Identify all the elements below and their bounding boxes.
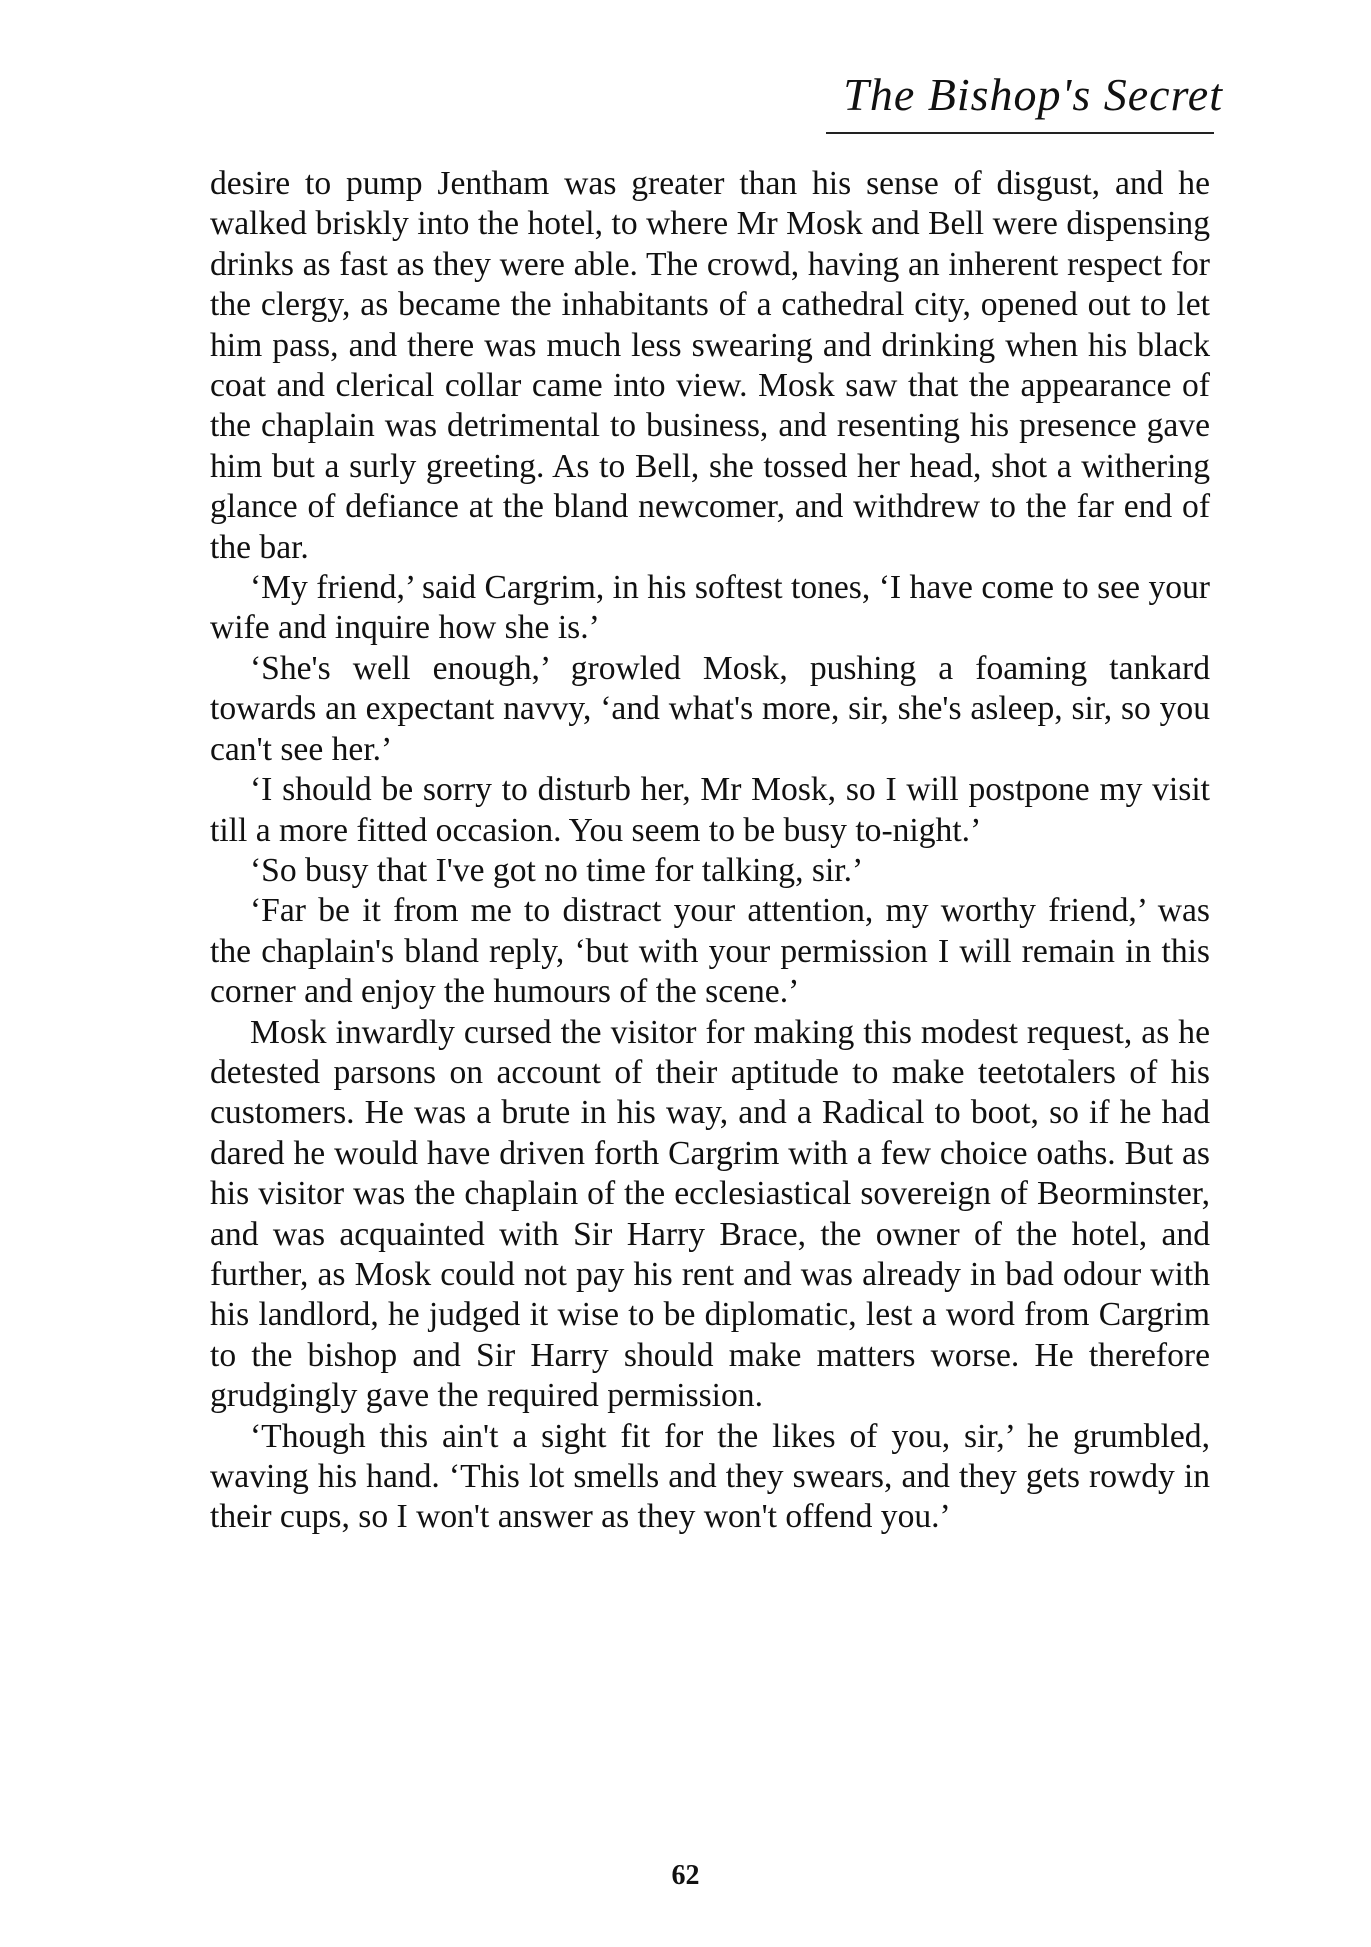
paragraph: Mosk inwardly cursed the visitor for making this modest request, as he detested parsons on account of their aptitude to make teetotalers of his customers. He was a brute in his way, and a Radical to boot, so if he had dared he would have driven forth Cargrim with a few choice oaths. But as his visitor was the chaplain of the ecclesiastical sovereign of Beorminster, and was acquainted with Sir Harry Brace, the owner of the hotel, and further, as Mosk could not pay his rent and was already in bad odour with his landlord, he judged it wise to be diplomatic, lest a word from Cargrim to the bishop and Sir Harry should make matters worse. He therefore grudgingly gave the required permission. — [210, 1013, 1210, 1415]
paragraph: ‘She's well enough,’ growled Mosk, pushing a foaming tankard towards an expectant navvy, ‘and what's more, sir, she's asleep, sir, so you can't see her.’ — [210, 649, 1210, 768]
paragraph: ‘My friend,’ said Cargrim, in his softest tones, ‘I have come to see your wife and inquire how she is.’ — [210, 569, 1210, 647]
running-head: The Bishop's Secret — [843, 69, 1223, 120]
paragraph: desire to pump Jentham was greater than his sense of disgust, and he walked briskly into the hotel, to where Mr Mosk and Bell were dispensing drinks as fast as they were able. The crowd, having an inherent respect for the clergy, as became the inhabitants of a cathedral city, opened out to let him pass, and there was much less swearing and drinking when his black coat and clerical collar came into view. Mosk saw that the appearance of the chaplain was detrimental to business, and resenting his presence gave him but a surly greeting. As to Bell, she tossed her head, shot a withering glance of defiance at the bland newcomer, and withdrew to the far end of the bar. — [210, 165, 1210, 566]
header-rule — [826, 132, 1214, 134]
page-number: 62 — [671, 1860, 700, 1891]
paragraph: ‘I should be sorry to disturb her, Mr Mosk, so I will postpone my visit till a more fitted occasion. You seem to be busy to-night.’ — [210, 771, 1210, 849]
paragraph: ‘Though this ain't a sight fit for the likes of you, sir,’ he grumbled, waving his hand. ‘This lot smells and they swears, and they gets rowdy in their cups, so I won't answer as they won't offend you.’ — [210, 1417, 1210, 1536]
paragraph: ‘So busy that I've got no time for talking, sir.’ — [250, 851, 864, 889]
body-text — [210, 164, 1210, 1538]
paragraph: ‘Far be it from me to distract your attention, my worthy friend,’ was the chaplain's bland reply, ‘but with your permission I will remain in this corner and enjoy the humours of the scene.’ — [210, 892, 1210, 1011]
